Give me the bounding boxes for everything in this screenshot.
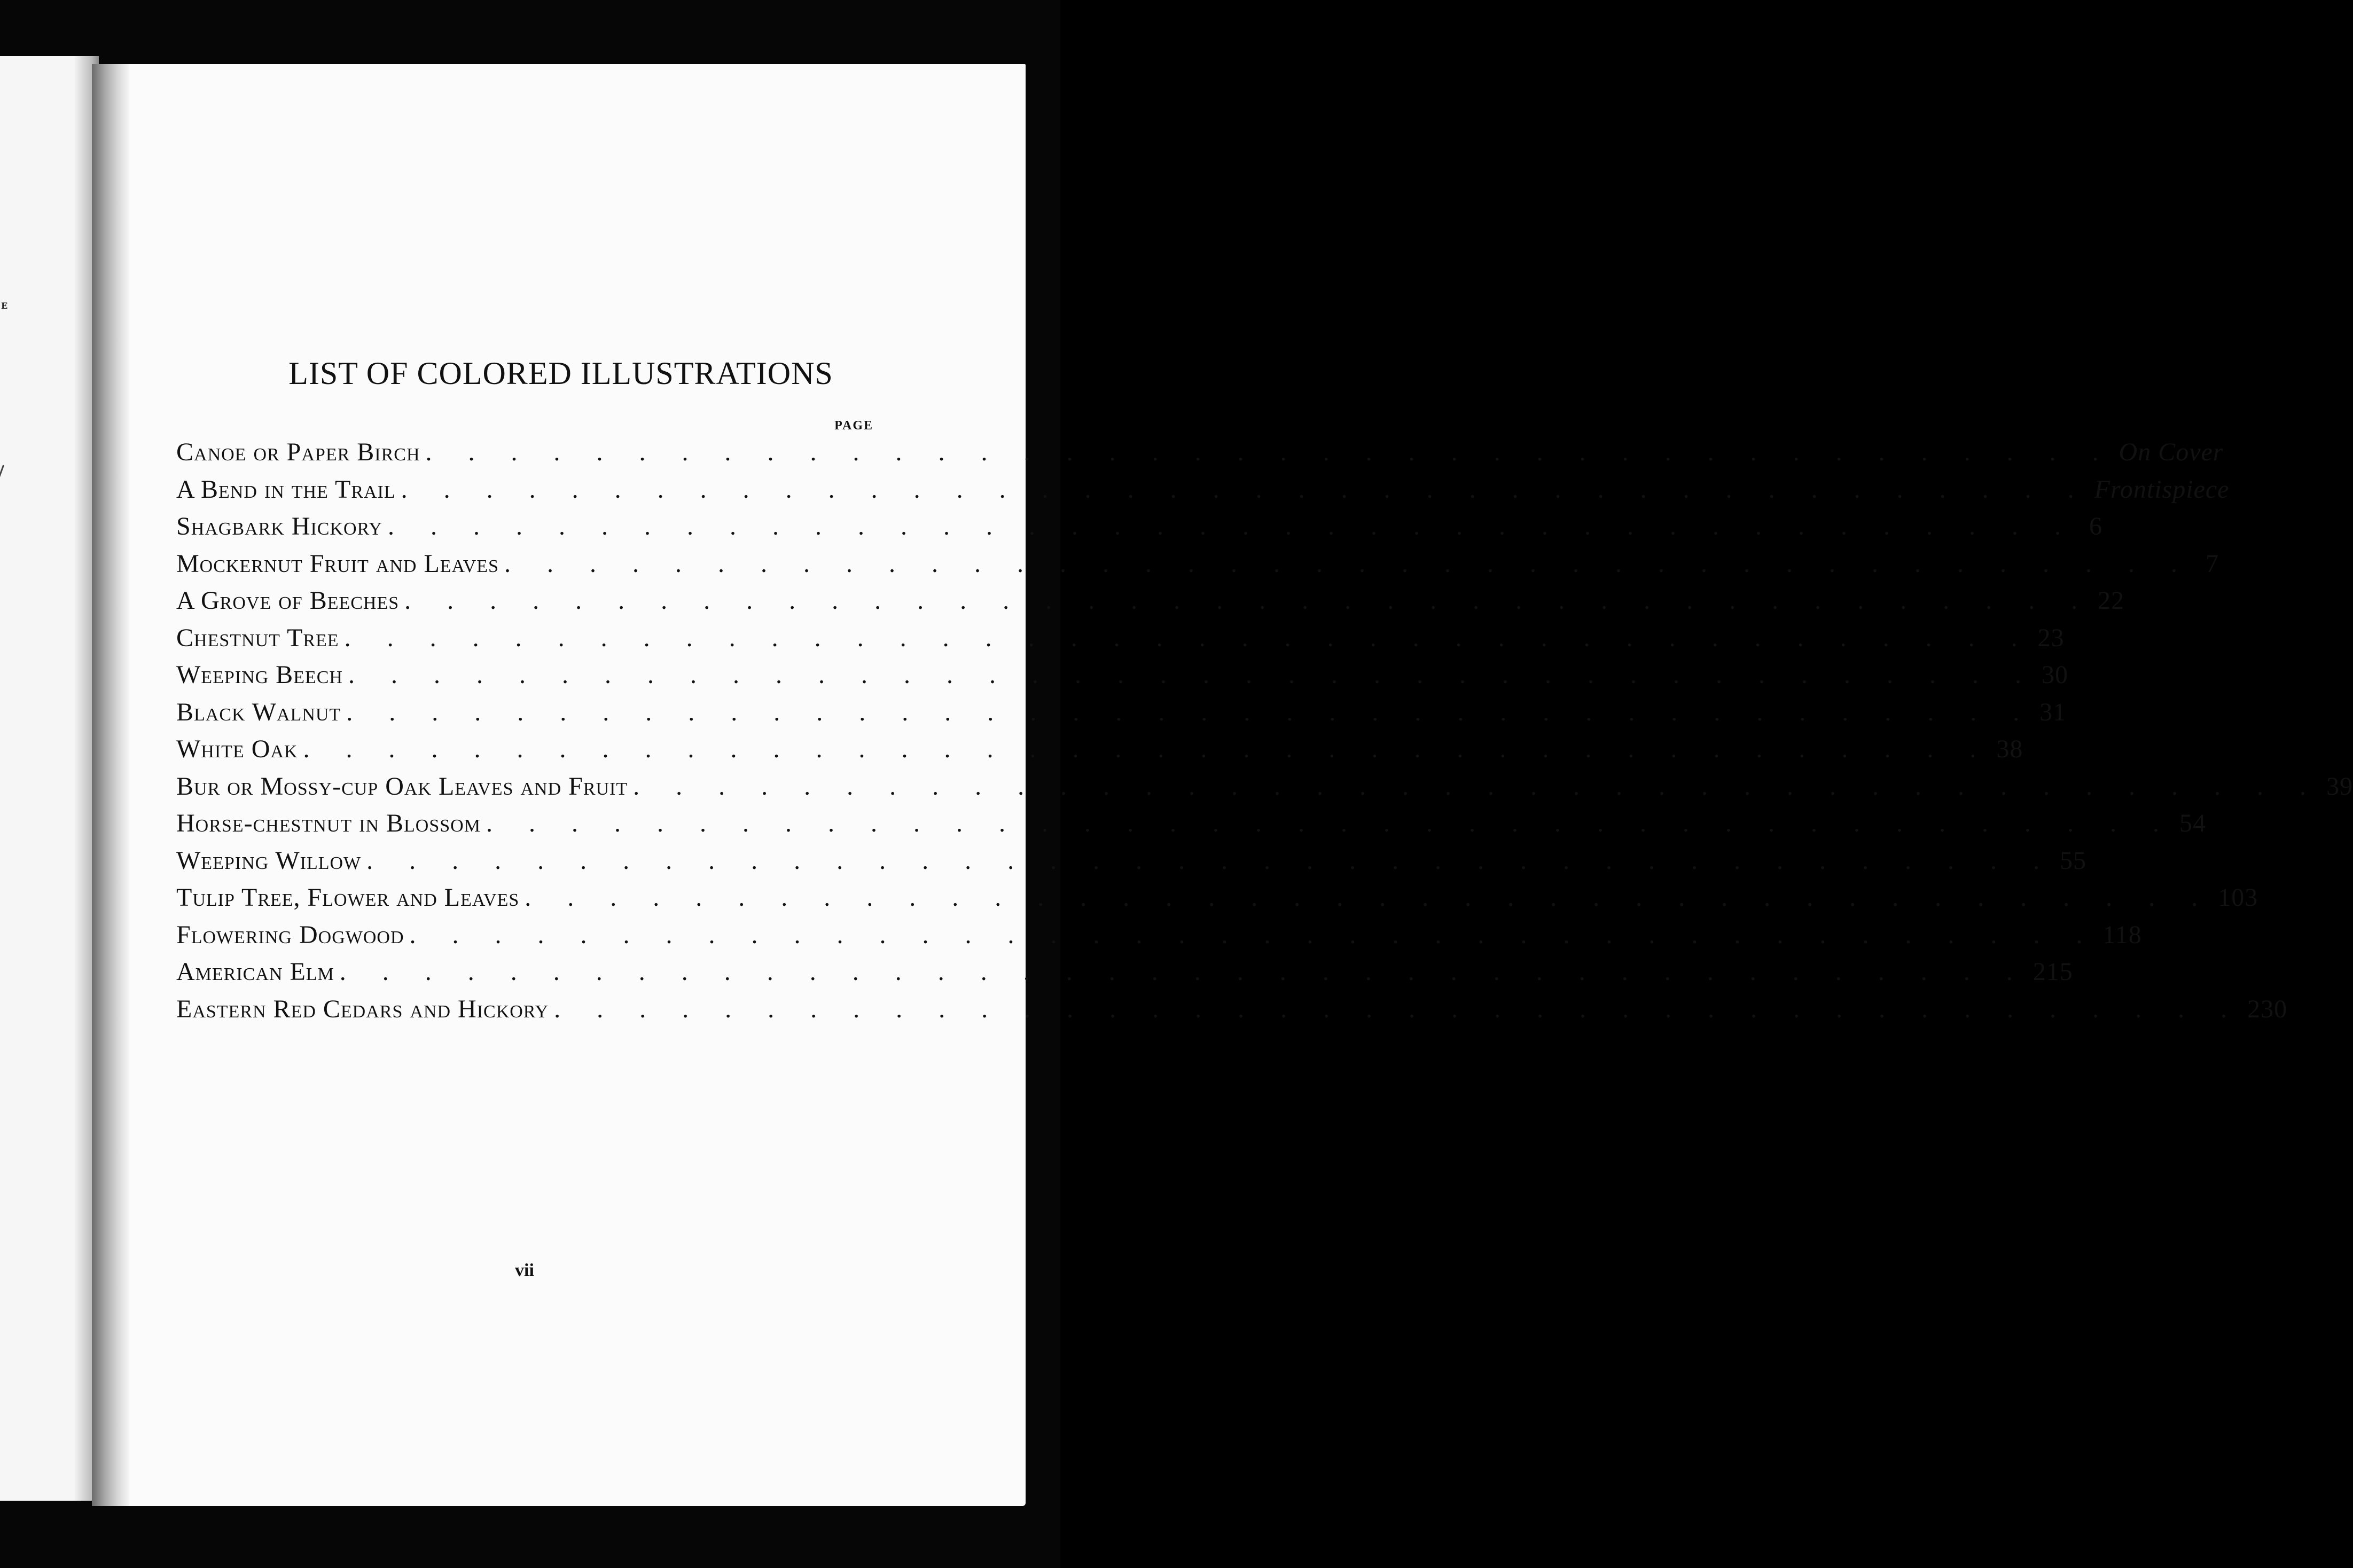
toc-entry-page: 103 [2218, 883, 2258, 912]
toc-entry [176, 846, 2087, 883]
toc-entry-title: Weeping Beech [176, 661, 343, 689]
dot-leader: . . . . . . . . . . . . . . . . . . . . . . . . . . . . . . . . . . . . . . . . [554, 994, 2242, 1023]
page-column-label: PAGE [834, 419, 873, 433]
toc-entry [176, 660, 2068, 697]
toc-entry-title: Shagbark Hickory [176, 512, 382, 540]
toc-list [176, 437, 2353, 1031]
toc-entry [176, 475, 2230, 512]
toc-entry-title: A Bend in the Trail [176, 475, 396, 504]
dot-leader: . . . . . . . . . . . . . . . . . . . . . . . . . . . . . . . . . . . . . . . . [486, 809, 2174, 837]
toc-entry-title: Eastern Red Cedars and Hickory [176, 994, 549, 1023]
toc-entry-page: 118 [2102, 920, 2142, 949]
left-page-edge [0, 56, 99, 1501]
toc-entry-page: 30 [2041, 661, 2068, 689]
dot-leader: . . . . . . . . . . . . . . . . . . . . . . . . . . . . . . . . . . . . . . . . [346, 697, 2035, 726]
dot-leader: . . . . . . . . . . . . . . . . . . . . . . . . . . . . . . . . . . . . . . . . [409, 920, 2098, 949]
toc-entry-title: Horse-chestnut in Blossom [176, 809, 481, 837]
dot-leader: . . . . . . . . . . . . . . . . . . . . . . . . . . . . . . . . . . . . . . . . [387, 512, 2076, 540]
toc-entry-title: Flowering Dogwood [176, 920, 404, 949]
dot-leader: . . . . . . . . . . . . . . . . . . . . . . . . . . . . . . . . . . . . . . . . [339, 958, 2028, 986]
dot-leader: . . . . . . . . . . . . . . . . . . . . . . . . . . . . . . . . . . . . . . . . [401, 475, 2089, 504]
toc-entry-title: Canoe or Paper Birch [176, 438, 420, 466]
toc-entry-page: Frontispiece [2094, 475, 2230, 504]
toc-entry-page: 31 [2039, 697, 2067, 726]
left-page-text-fragment: E [1, 301, 8, 311]
toc-entry-page: 215 [2033, 958, 2073, 986]
illustrations-list [176, 355, 2353, 1031]
toc-entry-title: Bur or Mossy-cup Oak Leaves and Fruit [176, 772, 628, 801]
toc-entry [176, 549, 2219, 586]
toc-entry-page: 55 [2060, 846, 2087, 875]
toc-entry-page: 38 [1996, 735, 2023, 763]
toc-entry [176, 994, 2288, 1032]
toc-entry-title: White Oak [176, 735, 298, 763]
dot-leader: . . . . . . . . . . . . . . . . . . . . . . . . . . . . . . . . . . . . . . . . [303, 735, 1991, 763]
toc-entry [176, 512, 2102, 549]
toc-entry-page: 22 [2098, 586, 2125, 615]
toc-entry-page: 7 [2205, 549, 2219, 578]
toc-entry [176, 957, 2073, 994]
toc-entry-title: Weeping Willow [176, 846, 362, 875]
toc-entry-title: Mockernut Fruit and Leaves [176, 549, 499, 578]
dot-leader: . . . . . . . . . . . . . . . . . . . . . . . . . . . . . . . . . . . . . . . . [344, 623, 2033, 652]
toc-entry [176, 883, 2258, 920]
toc-entry [176, 772, 2353, 809]
dot-leader: . . . . . . . . . . . . . . . . . . . . . . . . . . . . . . . . . . . . . . . . [504, 549, 2192, 578]
dot-leader: . . . . . . . . . . . . . . . . . . . . . . . . . . . . . . . . . . . . . . . . [366, 846, 2055, 875]
dot-leader: . . . . . . . . . . . . . . . . . . . . . . . . . . . . . . . . . . . . . . . . [404, 586, 2093, 615]
dot-leader: . . . . . . . . . . . . . . . . . . . . . . . . . . . . . . . . . . . . . . . . [425, 438, 2114, 466]
toc-entry-page: On Cover [2119, 438, 2224, 466]
toc-entry-title: Tulip Tree, Flower and Leaves [176, 883, 520, 912]
toc-entry [176, 697, 2067, 735]
toc-entry [176, 623, 2065, 661]
toc-entry-title: Black Walnut [176, 697, 341, 726]
toc-entry-page: 230 [2247, 994, 2288, 1023]
toc-entry [176, 809, 2206, 846]
toc-entry [176, 586, 2125, 623]
page-title: LIST OF COLORED ILLUSTRATIONS [288, 356, 833, 391]
left-page-mark [0, 465, 4, 480]
toc-entry-title: American Elm [176, 958, 334, 986]
toc-entry [176, 437, 2224, 475]
toc-entry-title: Chestnut Tree [176, 623, 339, 652]
right-page [92, 64, 2353, 1506]
toc-entry [176, 920, 2142, 958]
toc-entry-page: 6 [2089, 512, 2102, 540]
toc-entry [176, 734, 2023, 772]
dot-leader: . . . . . . . . . . . . . . . . . . . . . . . . . . . . . . . . . . . . . . . . [348, 661, 2036, 689]
dot-leader: . . . . . . . . . . . . . . . . . . . . . . . . . . . . . . . . . . . . . . . . [633, 772, 2321, 801]
toc-entry-page: 39 [2326, 772, 2353, 801]
toc-entry-page: 23 [2037, 623, 2065, 652]
page-folio: vii [515, 1260, 534, 1280]
dot-leader: . . . . . . . . . . . . . . . . . . . . . . . . . . . . . . . . . . . . . . . . [525, 883, 2213, 912]
gutter-shadow [92, 64, 129, 1506]
toc-entry-title: A Grove of Beeches [176, 586, 400, 615]
toc-entry-page: 54 [2179, 809, 2206, 837]
